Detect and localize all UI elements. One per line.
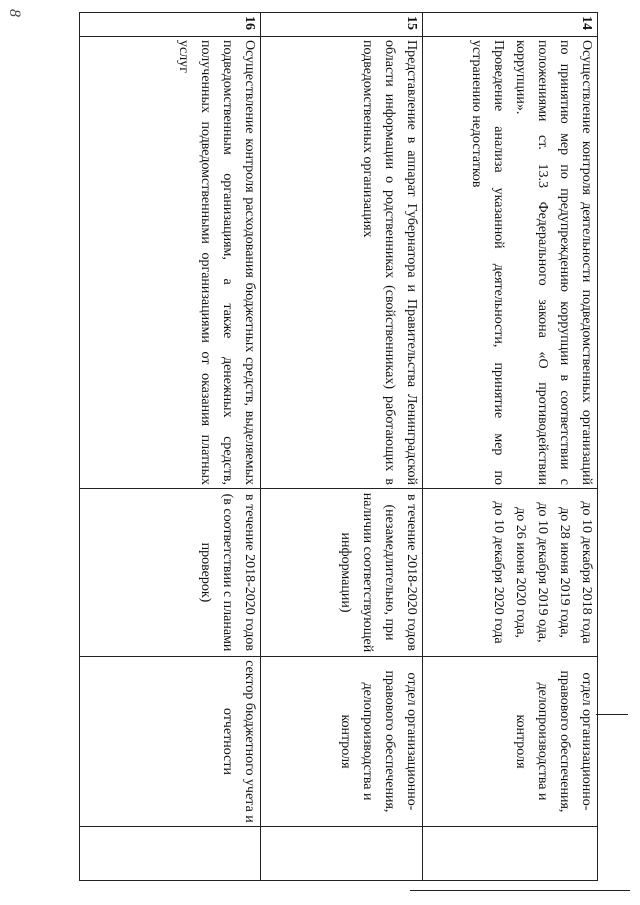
measure-paragraph: Проведение анализа указанной деятельности, принятие мер по устранению недостатков (469, 40, 506, 485)
measure-paragraph: Осуществление контроля расходования бюджетных средств, выделяемых подведомственным организациям, а также денежных средств, полученных подведомственными организациями от оказания платных услуг (176, 40, 257, 485)
deadline-cell (261, 489, 423, 657)
measure-paragraph: Представление в аппарат Губернатора и Правительства Ленинградской области информации о родственниках (свойственниках) работающих в подведомственных организациях (360, 40, 419, 485)
responsible-cell: отдел организационно-правового обеспечения, делопроизводства и контроля (261, 657, 423, 827)
measure-paragraph: Осуществление контроля деятельности подведомственных организаций по принятию мер по предупреждению коррупции в соответствии с положениями ст. 13.3 Федерального закона «О противодействии коррупции». (513, 40, 594, 485)
row-number: 14 (423, 13, 598, 37)
deadline-cell (423, 489, 598, 657)
deadline-line: в течение 2018-2020 годов (404, 494, 419, 651)
deadline-line: до 10 декабря 2018 года (579, 501, 594, 644)
deadline-cell (80, 489, 261, 657)
margin-rule (410, 890, 630, 891)
measures-table (79, 12, 598, 881)
row-number: 16 (80, 13, 261, 37)
empty-cell (261, 827, 423, 881)
row-number: 15 (261, 13, 423, 37)
table-row (261, 13, 423, 881)
page-number: 8 (6, 9, 23, 17)
margin-rule (596, 714, 628, 715)
measure-cell (423, 37, 598, 489)
table-row (423, 13, 598, 881)
measure-cell (261, 37, 423, 489)
responsible-cell: сектор бюджетного учета и отчетности (80, 657, 261, 827)
table-row (80, 13, 261, 881)
deadline-line: до 26 июня 2020 года, (513, 507, 528, 638)
empty-cell (423, 827, 598, 881)
deadline-line: (незамедлительно, при наличии соответствующей информации) (338, 492, 397, 653)
deadline-line: до 10 декабря 2019 ода, (535, 502, 550, 643)
deadline-line: (в соответствии с планами проверок) (198, 493, 235, 652)
responsible-cell: отдел организационно-правового обеспечения, делопроизводства и контроля (423, 657, 598, 827)
deadline-line: в течение 2018-2020 годов (242, 494, 257, 651)
deadline-line: до 28 июня 2019 года, (557, 507, 572, 638)
deadline-line: до 10 декабря 2020 года (491, 501, 506, 644)
rotated-table-wrapper (80, 12, 598, 880)
measure-cell (80, 37, 261, 489)
empty-cell (80, 827, 261, 881)
